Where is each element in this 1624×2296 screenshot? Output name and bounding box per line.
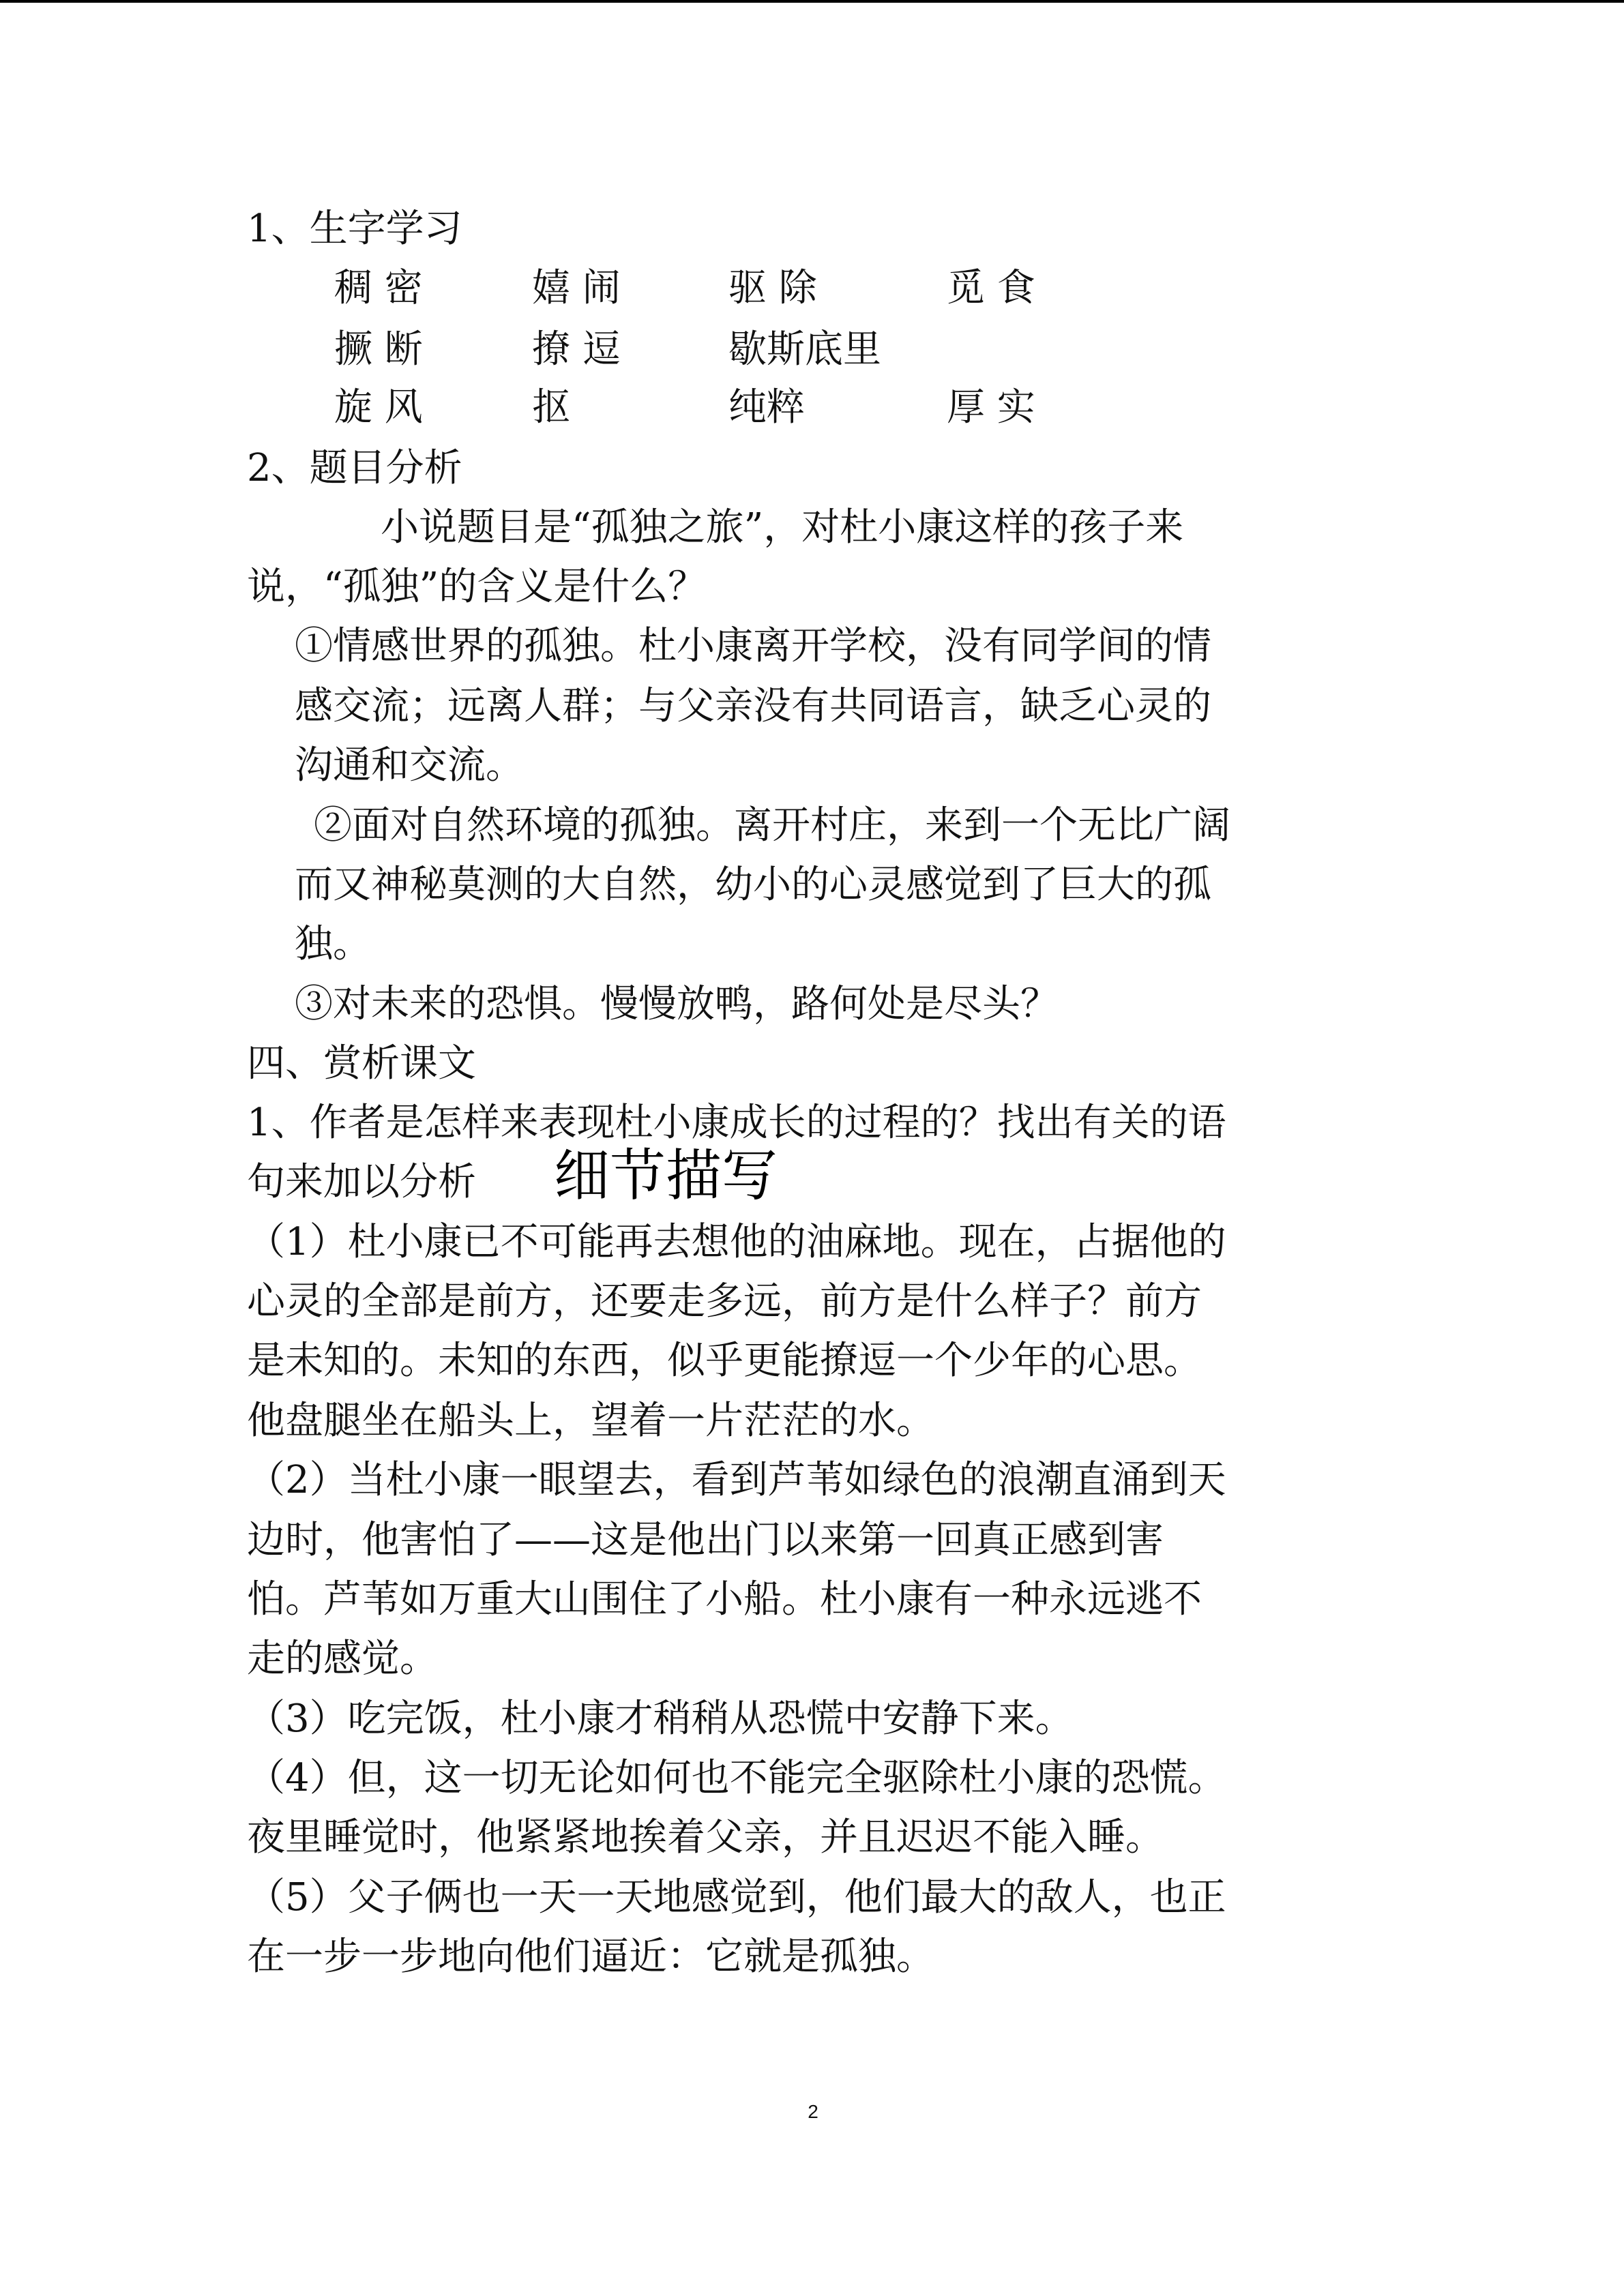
- section-heading-vocab: 1、生字学习: [247, 207, 462, 251]
- quote-line: 夜里睡觉时，他紧紧地挨着父亲，并且迟迟不能入睡。: [247, 1815, 1164, 1860]
- page-number: 2: [808, 2101, 818, 2122]
- vocab-word: 驱 除: [728, 266, 817, 310]
- quote-line: 是未知的。未知的东西，似乎更能撩逗一个少年的心思。: [247, 1339, 1202, 1383]
- vocab-word: 撩 逗: [532, 327, 621, 372]
- quote-line: （5）父子俩也一天一天地感觉到，他们最大的敌人，也正: [247, 1875, 1226, 1920]
- quote-line: 边时，他害怕了——这是他出门以来第一回真正感到害: [247, 1518, 1164, 1562]
- handwritten-note: 细节描写: [554, 1144, 778, 1208]
- quote-line: （2）当杜小康一眼望去，看到芦苇如绿色的浪潮直涌到天: [247, 1458, 1226, 1502]
- quote-line: （4）但，这一切无论如何也不能完全驱除杜小康的恐慌。: [247, 1756, 1226, 1800]
- point-line: 独。: [295, 922, 371, 966]
- question-line: 句来加以分析: [247, 1160, 476, 1204]
- point-line: ③对未来的恐惧。慢慢放鸭，路何处是尽头？: [295, 982, 1059, 1026]
- vocab-word: 撅 断: [334, 327, 423, 372]
- quote-line: 在一步一步地向他们逼近：它就是孤独。: [247, 1935, 934, 1979]
- vocab-word: 稠 密: [334, 266, 423, 310]
- vocab-word: 纯粹: [728, 385, 805, 430]
- point-line: 感交流；远离人群；与父亲没有共同语言，缺乏心灵的: [295, 684, 1211, 728]
- section-heading-appreciation: 四、赏析课文: [247, 1041, 476, 1086]
- vocab-word: 嬉 闹: [532, 266, 621, 310]
- quote-line: 走的感觉。: [247, 1637, 438, 1681]
- quote-line: 怕。芦苇如万重大山围住了小船。杜小康有一种永远逃不: [247, 1577, 1202, 1622]
- quote-line: 他盘腿坐在船头上，望着一片茫茫的水。: [247, 1399, 934, 1443]
- quote-line: （1）杜小康已不可能再去想他的油麻地。现在，占据他的: [247, 1220, 1226, 1264]
- question-line: 1、作者是怎样来表现杜小康成长的过程的？找出有关的语: [247, 1101, 1226, 1145]
- vocab-word: 厚 实: [947, 385, 1035, 430]
- point-line: 而又神秘莫测的大自然，幼小的心灵感觉到了巨大的孤: [295, 863, 1211, 907]
- vocab-word: 歇斯底里: [728, 327, 881, 372]
- question-line: 小说题目是“孤独之旅”，对杜小康这样的孩子来: [381, 505, 1184, 550]
- section-heading-title-analysis: 2、题目分析: [247, 446, 462, 490]
- question-line: 说，“孤独”的含义是什么？: [247, 565, 707, 609]
- quote-line: 心灵的全部是前方，还要走多远，前方是什么样子？前方: [247, 1279, 1202, 1324]
- vocab-word: 旋 风: [334, 385, 423, 430]
- vocab-word: 抠: [532, 385, 570, 430]
- top-border-line: [0, 0, 1624, 3]
- point-line: 沟通和交流。: [295, 743, 524, 788]
- point-line: ①情感世界的孤独。杜小康离开学校，没有同学间的情: [295, 624, 1211, 668]
- quote-line: （3）吃完饭，杜小康才稍稍从恐慌中安静下来。: [247, 1697, 1074, 1741]
- vocab-word: 觅 食: [947, 266, 1035, 310]
- point-line: ②面对自然环境的孤独。离开村庄，来到一个无比广阔: [314, 803, 1230, 848]
